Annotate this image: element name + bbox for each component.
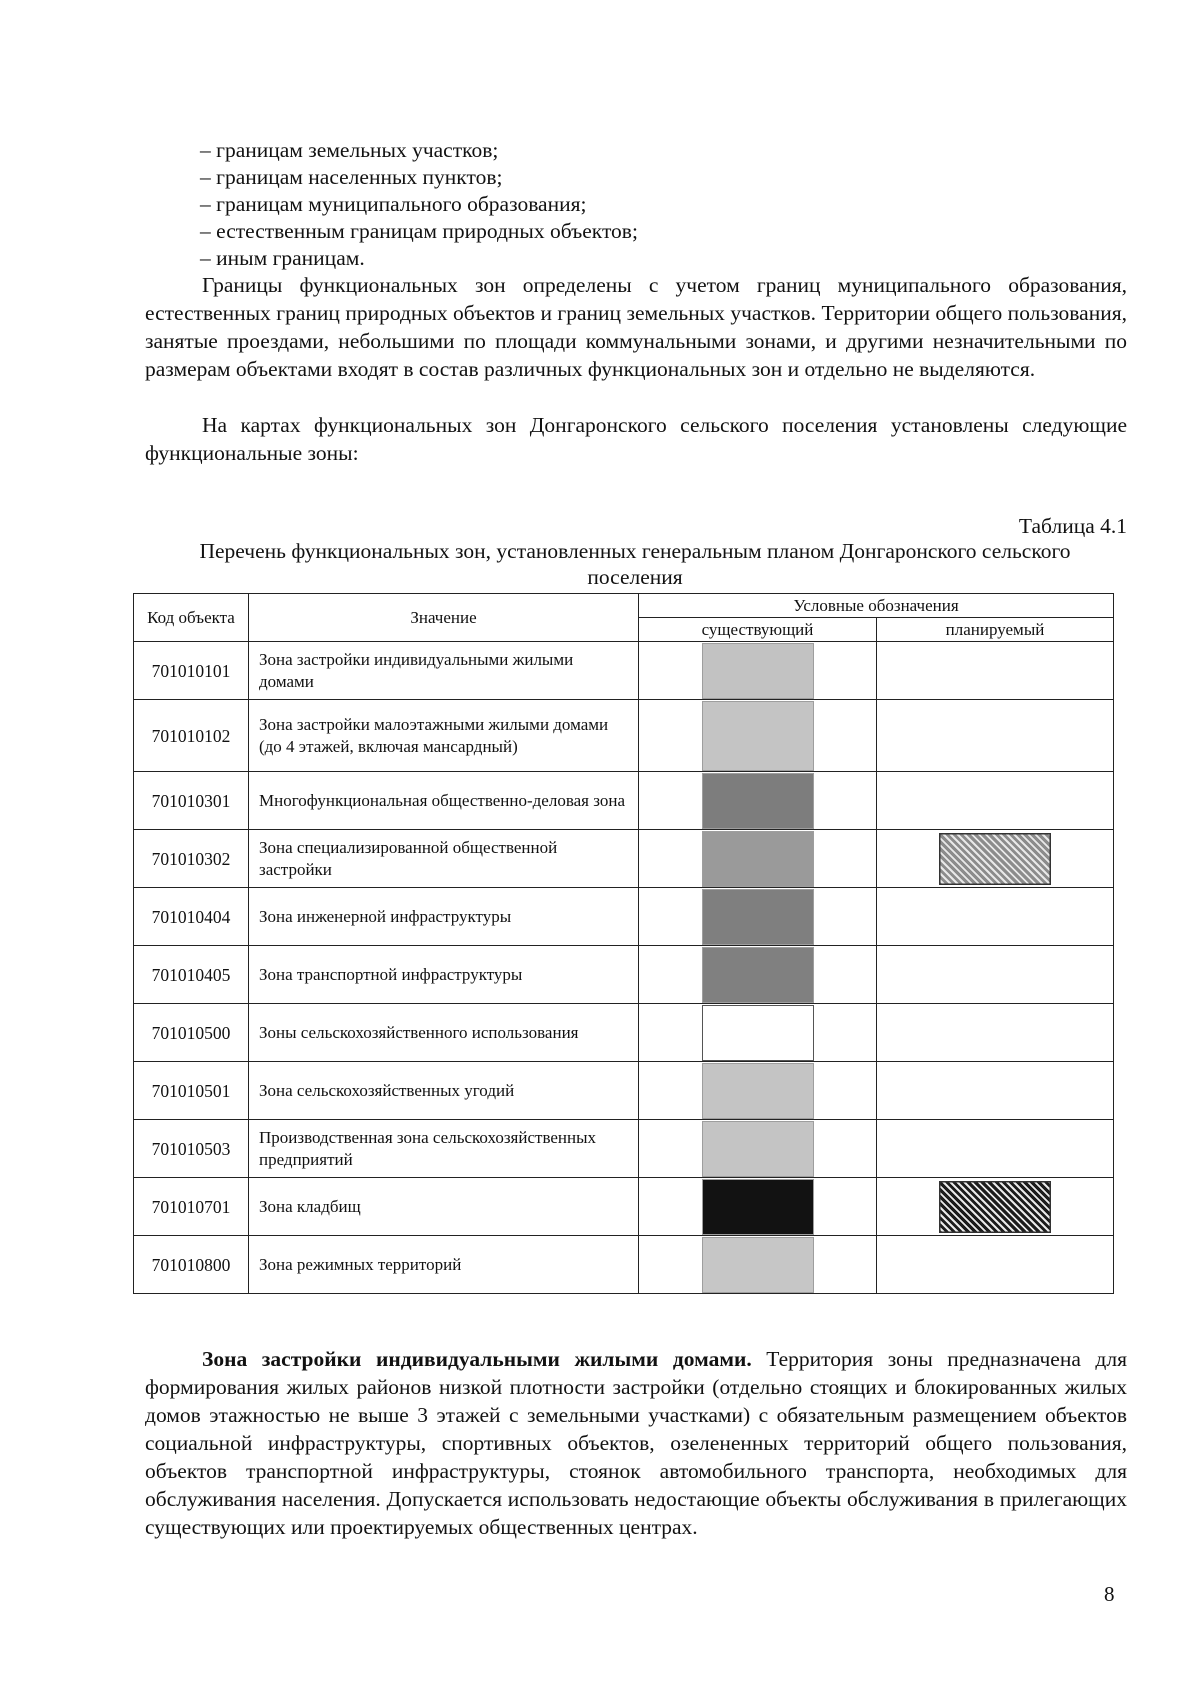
zone-code: 701010701: [134, 1178, 249, 1236]
zone-code: 701010101: [134, 642, 249, 700]
paragraph-text: На картах функциональных зон Донгаронского сельского поселения установлены следующие функциональные зоны:: [145, 413, 1127, 465]
table-row: [134, 1004, 1114, 1062]
planned-symbol-cell: [877, 1062, 1114, 1120]
zone-code: 701010503: [134, 1120, 249, 1178]
zone-value: Зона транспортной инфраструктуры: [249, 946, 639, 1004]
existing-symbol-cell: [639, 830, 877, 888]
planned-symbol-cell: [877, 830, 1114, 888]
table-row: [134, 642, 1114, 700]
zone-code: 701010405: [134, 946, 249, 1004]
zones-table: [133, 593, 1114, 1294]
existing-symbol-cell: [639, 888, 877, 946]
table-row: [134, 1178, 1114, 1236]
paragraph-text: Границы функциональных зон определены с учетом границ муниципального образования, естественных границ природных объектов и границ земельных участков. Территории общего пользования, занятые проездами, небольшими по площади коммунальными зонами, и другими незначительными по размерам объектами входят в состав различных функциональных зон и отдельно не выделяются.: [145, 273, 1127, 381]
header-code: Код объекта: [134, 594, 249, 642]
table-row: [134, 888, 1114, 946]
existing-symbol-cell: [639, 700, 877, 772]
zone-code: 701010302: [134, 830, 249, 888]
planned-symbol-cell: [877, 1178, 1114, 1236]
zone-value: Зона инженерной инфраструктуры: [249, 888, 639, 946]
zone-value: Многофункциональная общественно-деловая зона: [249, 772, 639, 830]
header-planned: планируемый: [877, 618, 1114, 642]
existing-symbol-cell: [639, 1120, 877, 1178]
table-row: [134, 1236, 1114, 1294]
table-title: Перечень функциональных зон, установленных генеральным планом Донгаронского сельского поселения: [199, 539, 1071, 589]
dash-item: – границам населенных пунктов;: [200, 165, 503, 189]
dash-item: – естественным границам природных объектов;: [200, 219, 638, 243]
existing-symbol-swatch: [702, 643, 814, 699]
dash-item: – границам муниципального образования;: [200, 192, 587, 216]
existing-symbol-swatch: [702, 1063, 814, 1119]
table-row: [134, 946, 1114, 1004]
zone-value: Зона специализированной общественной застройки: [249, 830, 639, 888]
section-text: Территория зоны предназначена для формирования жилых районов низкой плотности застройки (отдельно стоящих и блокированных жилых домов этажностью не выше 3 этажей с земельными участками) с обязательным размещением объектов социальной инфраструктуры, спортивных объектов, озелененных территорий общего пользования, объектов транспортной инфраструктуры, стоянок автомобильного транспорта, необходимых для обслуживания населения. Допускается использовать недостающие объекты обслуживания в прилегающих существующих или проектируемых общественных центрах.: [145, 1347, 1127, 1539]
table-row: [134, 1062, 1114, 1120]
existing-symbol-swatch: [702, 947, 814, 1003]
planned-symbol-hatch: [939, 1181, 1051, 1233]
planned-symbol-hatch: [939, 833, 1051, 885]
planned-symbol-cell: [877, 946, 1114, 1004]
existing-symbol-cell: [639, 1236, 877, 1294]
zone-code: 701010500: [134, 1004, 249, 1062]
existing-symbol-swatch: [702, 1179, 814, 1235]
planned-symbol-cell: [877, 888, 1114, 946]
table-row: [134, 1120, 1114, 1178]
planned-symbol-cell: [877, 1120, 1114, 1178]
existing-symbol-swatch: [702, 1005, 814, 1061]
paragraph-zone-list-intro: [145, 411, 1127, 467]
table-caption: Таблица 4.1: [1018, 514, 1127, 538]
header-value: Значение: [249, 594, 639, 642]
existing-symbol-swatch: [702, 1237, 814, 1293]
page-number: 8: [1104, 1582, 1115, 1606]
zone-code: 701010501: [134, 1062, 249, 1120]
planned-symbol-cell: [877, 1004, 1114, 1062]
table-row: [134, 700, 1114, 772]
zone-value: Зоны сельскохозяйственного использования: [249, 1004, 639, 1062]
zone-value: Зона сельскохозяйственных угодий: [249, 1062, 639, 1120]
existing-symbol-cell: [639, 772, 877, 830]
dash-item: – границам земельных участков;: [200, 138, 499, 162]
section-title: Зона застройки индивидуальными жилыми домами.: [202, 1347, 752, 1371]
zone-code: 701010102: [134, 700, 249, 772]
existing-symbol-swatch: [702, 701, 814, 771]
zone-code: 701010301: [134, 772, 249, 830]
zone-value: Зона режимных территорий: [249, 1236, 639, 1294]
table-row: [134, 830, 1114, 888]
existing-symbol-cell: [639, 1004, 877, 1062]
existing-symbol-swatch: [702, 1121, 814, 1177]
table-row: [134, 772, 1114, 830]
planned-symbol-cell: [877, 642, 1114, 700]
existing-symbol-swatch: [702, 773, 814, 829]
zone-code: 701010404: [134, 888, 249, 946]
section-zone-individual-housing: [145, 1345, 1127, 1541]
zone-value: Производственная зона сельскохозяйственных предприятий: [249, 1120, 639, 1178]
zone-value: Зона застройки малоэтажными жилыми домами (до 4 этажей, включая мансардный): [249, 700, 639, 772]
existing-symbol-cell: [639, 642, 877, 700]
header-symbols: Условные обозначения: [639, 594, 1114, 618]
existing-symbol-cell: [639, 1062, 877, 1120]
existing-symbol-cell: [639, 1178, 877, 1236]
dash-item: – иным границам.: [200, 246, 365, 270]
planned-symbol-cell: [877, 772, 1114, 830]
zone-value: Зона кладбищ: [249, 1178, 639, 1236]
planned-symbol-cell: [877, 1236, 1114, 1294]
existing-symbol-swatch: [702, 831, 814, 887]
zone-code: 701010800: [134, 1236, 249, 1294]
paragraph-zone-boundaries: [145, 271, 1127, 383]
zone-value: Зона застройки индивидуальными жилыми домами: [249, 642, 639, 700]
existing-symbol-cell: [639, 946, 877, 1004]
header-existing: существующий: [639, 618, 877, 642]
existing-symbol-swatch: [702, 889, 814, 945]
planned-symbol-cell: [877, 700, 1114, 772]
